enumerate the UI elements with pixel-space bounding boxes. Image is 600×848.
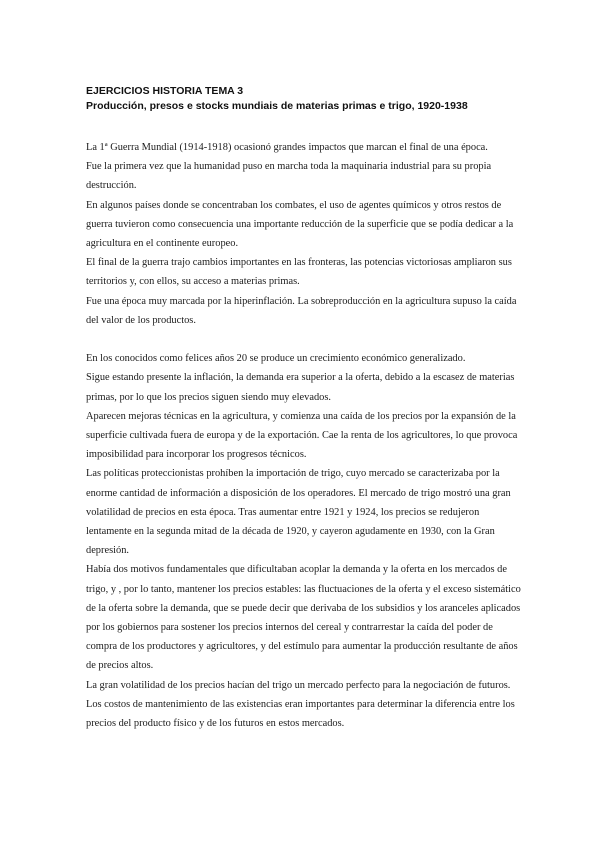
paragraph: Sigue estando presente la inflación, la demanda era superior a la oferta, debido a la escasez de materias primas, por lo que los precios siguen siendo muy elevados. bbox=[86, 372, 515, 403]
document-body bbox=[86, 138, 522, 733]
paragraph: La 1ª Guerra Mundial (1914-1918) ocasionó grandes impactos que marcan el final de una época. bbox=[86, 142, 488, 153]
paragraph: Aparecen mejoras técnicas en la agricultura, y comienza una caída de los precios por la expansión de la superficie cultivada fuera de europa y de la exportación. Cae la renta de los agricultores, lo que provoca imposibilidad para incorporar los progresos técnicos. bbox=[86, 410, 518, 461]
paragraph: Fue una época muy marcada por la hiperinflación. La sobreproducción en la agricultura supuso la caída del valor de los productos. bbox=[86, 295, 517, 326]
document-subtitle: Producción, presos e stocks mundiais de materias primas e trigo, 1920-1938 bbox=[86, 100, 468, 112]
section-spacer bbox=[86, 330, 522, 349]
document-title: EJERCICIOS HISTORIA TEMA 3 bbox=[86, 85, 244, 97]
paragraph: Las políticas proteccionistas prohíben la importación de trigo, cuyo mercado se caracterizaba por la enorme cantidad de información a disposición de los operadores. El mercado de trigo mostró una gran volatilidad de precios en esta época. Tras aumentar entre 1921 y 1924, los precios se redujeron lentamente en la segunda mitad de la década de 1920, y cayeron agudamente en 1930, con la Gran depresión. bbox=[86, 468, 511, 557]
paragraph: El final de la guerra trajo cambios importantes en las fronteras, las potencias victoriosas ampliaron sus territorios y, con ellos, su acceso a materias primas. bbox=[86, 257, 512, 288]
document-header bbox=[86, 84, 526, 114]
paragraph: Había dos motivos fundamentales que dificultaban acoplar la demanda y la oferta en los mercados de trigo, y , por lo tanto, mantener los precios estables: las fluctuaciones de la oferta y el exceso sistemático de la oferta sobre la demanda, que se puede decir que derivaba de los subsidios y los aranceles aplicados por los gobiernos para sostener los precios internos del cereal y contrarrestar la caída del poder de compra de los productores y agricultores, y del estímulo para aumentar la producción resultante de años de precios altos. bbox=[86, 564, 521, 672]
paragraph: La gran volatilidad de los precios hacían del trigo un mercado perfecto para la negociación de futuros. Los costos de mantenimiento de las existencias eran importantes para determinar la diferencia entre los precios del producto físico y de los futuros en estos mercados. bbox=[86, 679, 515, 730]
paragraph: Fue la primera vez que la humanidad puso en marcha toda la maquinaria industrial para su propia destrucción. bbox=[86, 161, 492, 192]
paragraph: En los conocidos como felices años 20 se produce un crecimiento económico generalizado. bbox=[86, 353, 466, 365]
paragraph: En algunos países donde se concentraban los combates, el uso de agentes químicos y otros restos de guerra tuvieron como consecuencia una importante reducción de la superficie que se podía dedicar a la agricultura en el continente europeo. bbox=[86, 199, 514, 250]
